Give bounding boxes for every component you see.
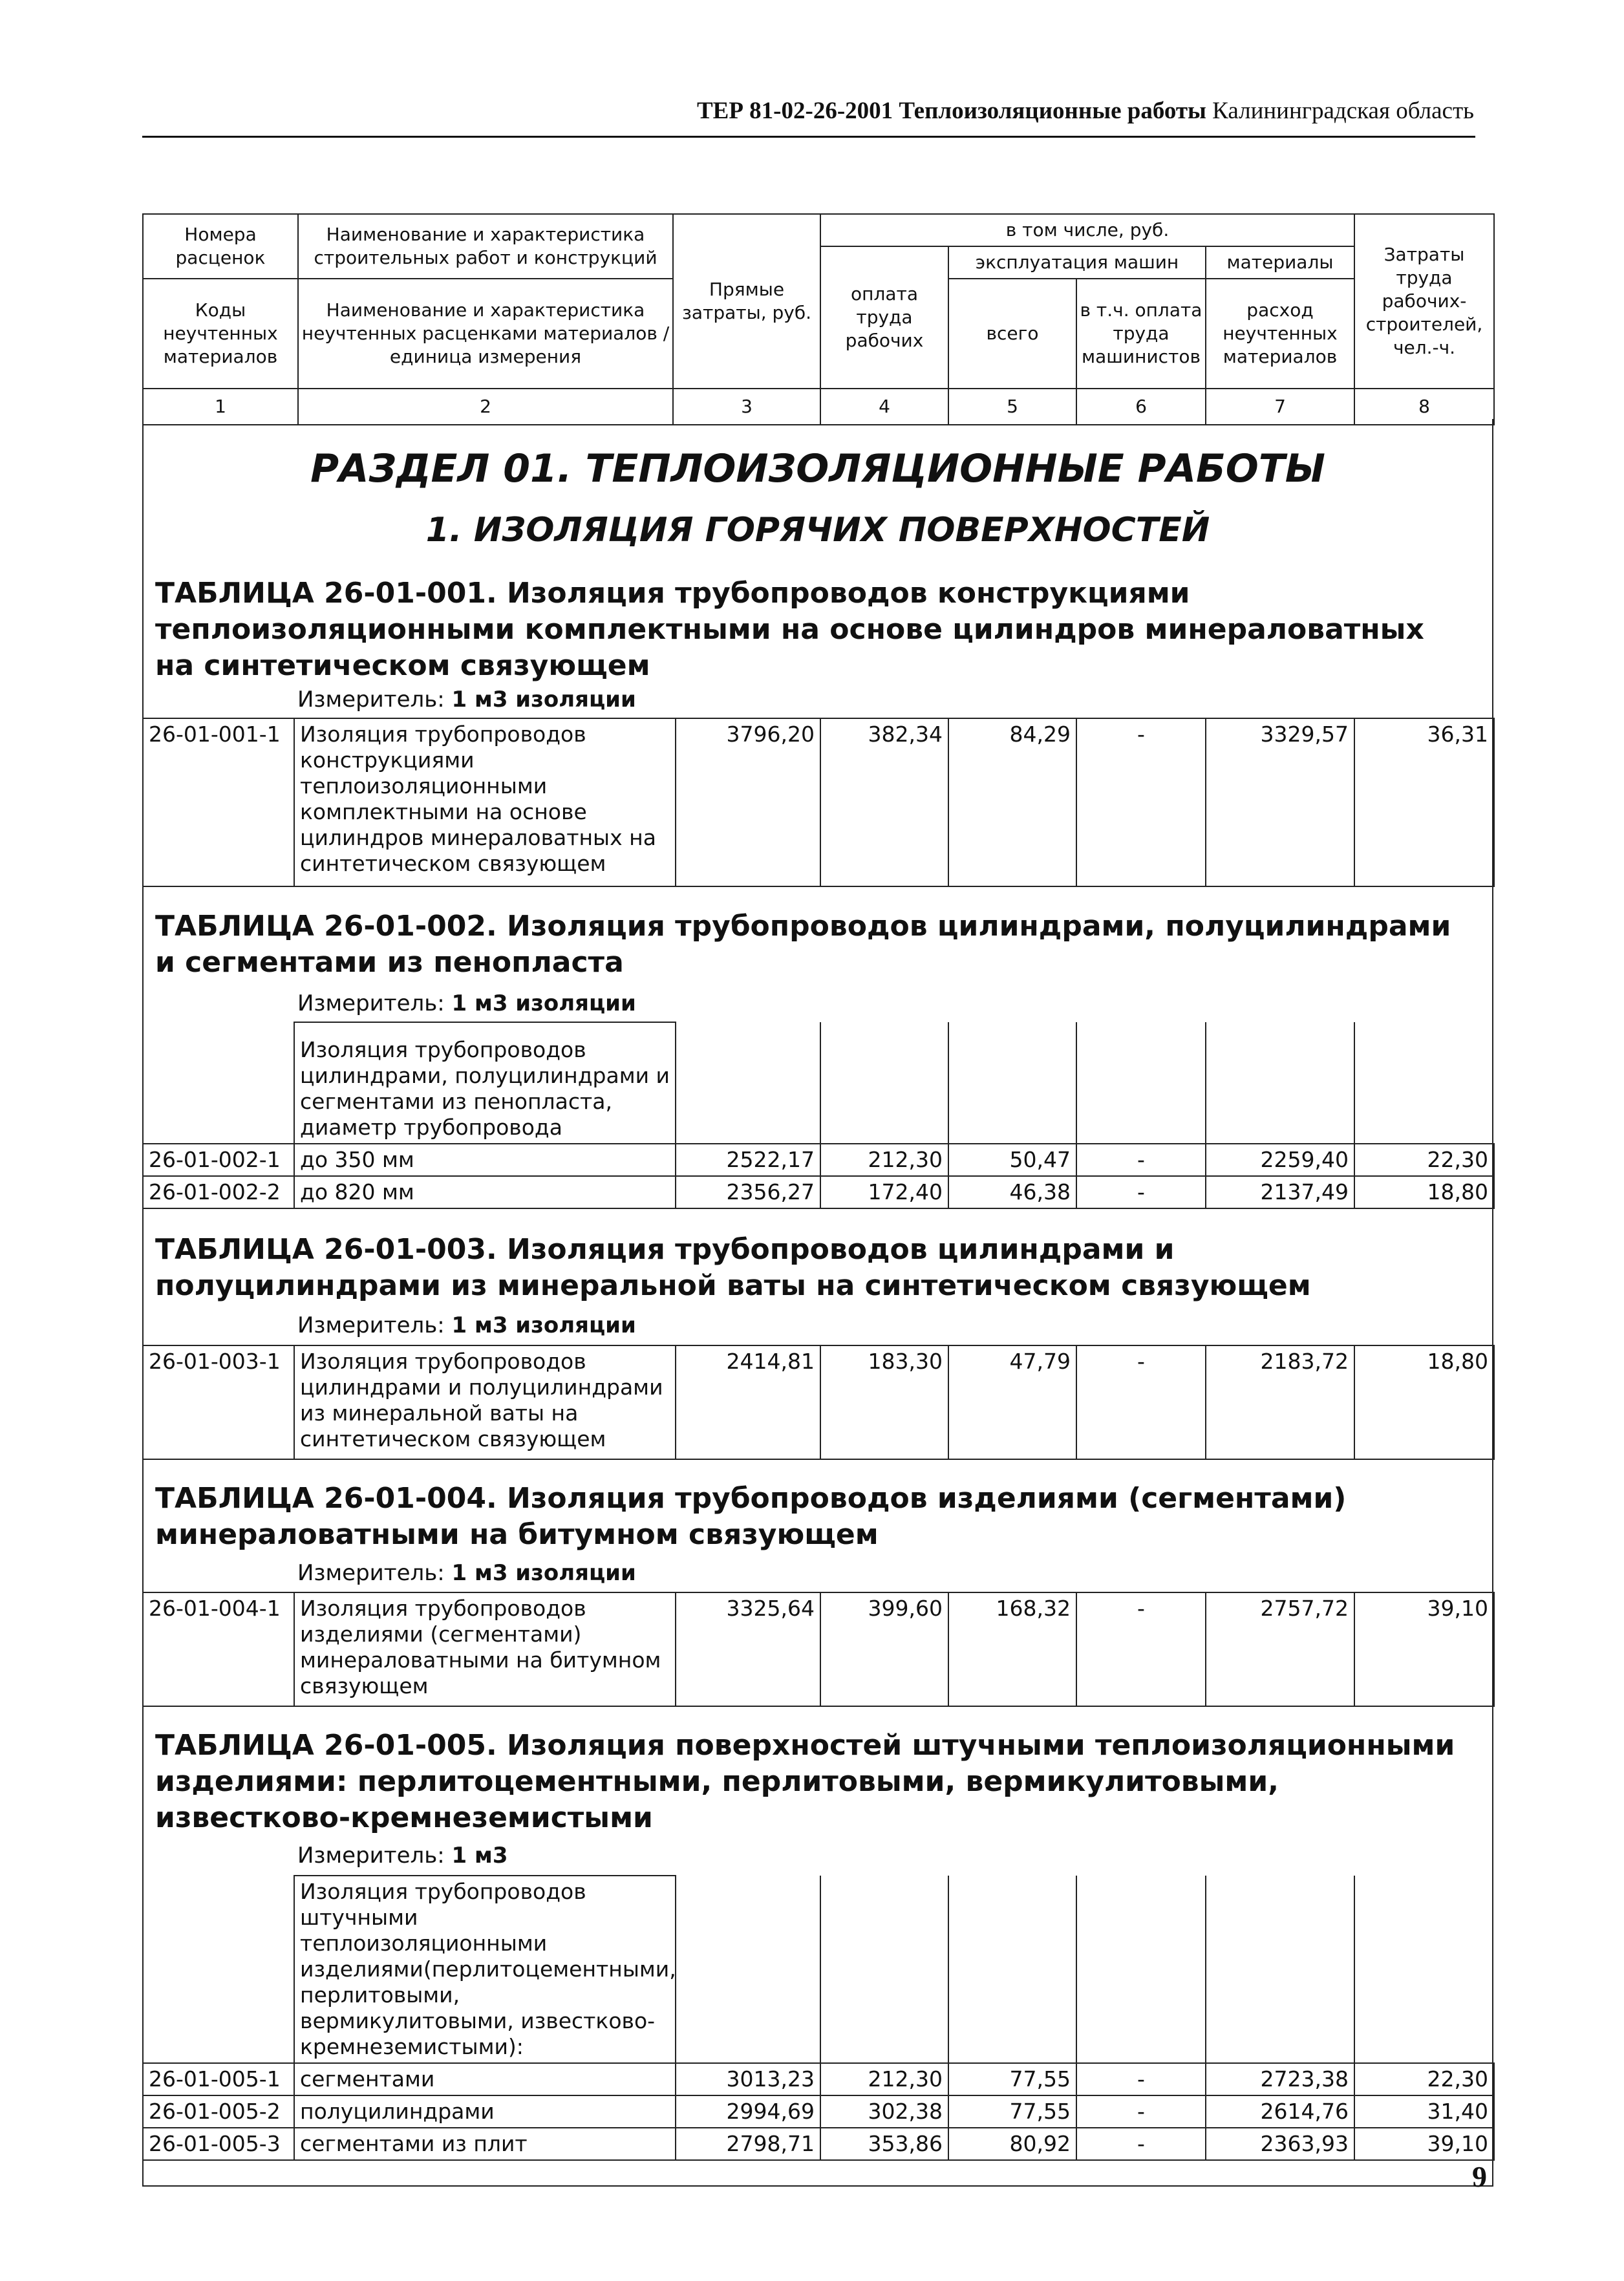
rate-name: до 820 мм (294, 1176, 676, 1208)
direct-costs: 2414,81 (676, 1345, 820, 1459)
header-rule (142, 136, 1475, 138)
operator-wages: - (1076, 1176, 1206, 1208)
measure-value: 1 м3 (451, 1843, 508, 1869)
rate-code: 26-01-002-2 (143, 1176, 294, 1208)
table-row (143, 2095, 1494, 2128)
labor-hours: 18,80 (1354, 1345, 1494, 1459)
rate-name: сегментами (294, 2063, 676, 2095)
worker-wages: 302,38 (820, 2095, 948, 2128)
table-row (143, 1144, 1494, 1176)
materials-header: материалы (1206, 246, 1354, 279)
col-number: 4 (820, 389, 948, 425)
labor-hours: 39,10 (1354, 2128, 1494, 2160)
table-row (143, 1176, 1494, 1208)
rate-table (142, 1592, 1495, 1707)
column-header-table (142, 213, 1495, 425)
rate-name: Изоляция трубопроводов конструкциями теплоизоляционными комплектными на основе цилиндров минераловатных на синтетическом связующем (294, 718, 676, 886)
measure-value: 1 м3 изоляции (451, 991, 636, 1016)
measure-label: Измеритель: (297, 1312, 445, 1338)
operator-wages: - (1076, 1144, 1206, 1176)
col-number: 2 (298, 389, 673, 425)
rate-code: 26-01-004-1 (143, 1592, 294, 1706)
rate-code: 26-01-003-1 (143, 1345, 294, 1459)
direct-costs: 3796,20 (676, 718, 820, 886)
table-row (143, 2063, 1494, 2095)
rate-name: Изоляция трубопроводов цилиндрами и полуцилиндрами из минеральной ваты на синтетическом связующем (294, 1345, 676, 1459)
col-2-bottom: Наименование и характеристика неучтенных расценками материалов / единица измерения (298, 279, 673, 389)
col-2-top: Наименование и характеристика строительных работ и конструкций (298, 214, 673, 279)
materials-cost: 2137,49 (1206, 1176, 1354, 1208)
col-number: 7 (1206, 389, 1354, 425)
rate-name: до 350 мм (294, 1144, 676, 1176)
measure-line (297, 991, 636, 1016)
intro-text: Изоляция трубопроводов штучными теплоизоляционными изделиями(перлитоцементными, перлитовыми, вермикулитовыми, известково-кремнеземистыми): (294, 1876, 676, 2063)
col-3-header: Прямые затраты, руб. (673, 214, 820, 389)
rate-code: 26-01-005-2 (143, 2095, 294, 2128)
table-title: ТАБЛИЦА 26-01-005. Изоляция поверхностей штучными теплоизоляционными изделиями: перлитоцементными, перлитовыми, вермикулитовыми, известково-кремнеземистыми (155, 1729, 1455, 1834)
region-name: Калининградская область (1212, 98, 1474, 124)
materials-cost: 3329,57 (1206, 718, 1354, 886)
machines-header: эксплуатация машин (948, 246, 1206, 279)
table-row (143, 718, 1494, 886)
measure-line (297, 1312, 636, 1338)
materials-cost: 2757,72 (1206, 1592, 1354, 1706)
operator-wages: - (1076, 718, 1206, 886)
rate-name: полуцилиндрами (294, 2095, 676, 2128)
rate-table (142, 1875, 1495, 2161)
labor-hours: 22,30 (1354, 2063, 1494, 2095)
col-4-header: оплата труда рабочих (820, 246, 948, 389)
intro-text: Изоляция трубопроводов цилиндрами, полуцилиндрами и сегментами из пенопласта, диаметр трубопровода (294, 1022, 676, 1144)
labor-hours: 36,31 (1354, 718, 1494, 886)
materials-cost: 2259,40 (1206, 1144, 1354, 1176)
col-8-header: Затраты труда рабочих-строителей, чел.-ч. (1354, 214, 1494, 389)
machine-total: 168,32 (948, 1592, 1076, 1706)
worker-wages: 353,86 (820, 2128, 948, 2160)
operator-wages: - (1076, 1345, 1206, 1459)
col-number: 3 (673, 389, 820, 425)
rate-name: сегментами из плит (294, 2128, 676, 2160)
materials-cost: 2723,38 (1206, 2063, 1354, 2095)
measure-label: Измеритель: (297, 1843, 445, 1869)
col-1-bottom: Коды неучтенных материалов (143, 279, 298, 389)
intro-row (143, 1022, 1494, 1144)
table-title: ТАБЛИЦА 26-01-003. Изоляция трубопроводов цилиндрами и полуцилиндрами из минеральной ваты на синтетическом связующем (155, 1233, 1311, 1302)
direct-costs: 2522,17 (676, 1144, 820, 1176)
col-number: 5 (948, 389, 1076, 425)
rate-code: 26-01-001-1 (143, 718, 294, 886)
measure-label: Измеритель: (297, 687, 445, 712)
machine-total: 84,29 (948, 718, 1076, 886)
operator-wages: - (1076, 1592, 1206, 1706)
labor-hours: 18,80 (1354, 1176, 1494, 1208)
direct-costs: 2994,69 (676, 2095, 820, 2128)
document-title: ТЕР 81-02-26-2001 Теплоизоляционные работы (696, 98, 1206, 124)
measure-label: Измеритель: (297, 1560, 445, 1586)
machine-total: 47,79 (948, 1345, 1076, 1459)
worker-wages: 172,40 (820, 1176, 948, 1208)
measure-line (297, 1843, 508, 1869)
table-title: ТАБЛИЦА 26-01-001. Изоляция трубопроводов конструкциями теплоизоляционными комплектными на основе цилиндров минераловатных на синтетическом связующем (155, 577, 1424, 682)
materials-cost: 2363,93 (1206, 2128, 1354, 2160)
worker-wages: 382,34 (820, 718, 948, 886)
table-title: ТАБЛИЦА 26-01-002. Изоляция трубопроводов цилиндрами, полуцилиндрами и сегментами из пенопласта (155, 910, 1451, 979)
worker-wages: 399,60 (820, 1592, 948, 1706)
materials-cost: 2183,72 (1206, 1345, 1354, 1459)
labor-hours: 31,40 (1354, 2095, 1494, 2128)
rate-table (142, 1345, 1495, 1460)
col-number: 6 (1076, 389, 1206, 425)
direct-costs: 2798,71 (676, 2128, 820, 2160)
labor-hours: 39,10 (1354, 1592, 1494, 1706)
direct-costs: 3013,23 (676, 2063, 820, 2095)
measure-value: 1 м3 изоляции (451, 1560, 636, 1586)
worker-wages: 212,30 (820, 1144, 948, 1176)
measure-line (297, 687, 636, 712)
measure-line (297, 1560, 636, 1586)
table-title: ТАБЛИЦА 26-01-004. Изоляция трубопроводов изделиями (сегментами) минераловатными на битумном связующем (155, 1482, 1347, 1551)
section-title: РАЗДЕЛ 01. ТЕПЛОИЗОЛЯЦИОННЫЕ РАБОТЫ (310, 446, 1325, 491)
measure-value: 1 м3 изоляции (451, 687, 636, 712)
included-header: в том числе, руб. (820, 214, 1354, 246)
labor-hours: 22,30 (1354, 1144, 1494, 1176)
col-5-header: всего (948, 279, 1076, 389)
rate-code: 26-01-002-1 (143, 1144, 294, 1176)
operator-wages: - (1076, 2063, 1206, 2095)
page-number: 9 (1472, 2160, 1487, 2193)
col-number: 1 (143, 389, 298, 425)
machine-total: 77,55 (948, 2063, 1076, 2095)
direct-costs: 2356,27 (676, 1176, 820, 1208)
rate-table (142, 1022, 1495, 1209)
intro-row (143, 1876, 1494, 2063)
rate-code: 26-01-005-1 (143, 2063, 294, 2095)
worker-wages: 183,30 (820, 1345, 948, 1459)
machine-total: 77,55 (948, 2095, 1076, 2128)
rate-table (142, 718, 1495, 887)
measure-label: Измеритель: (297, 991, 445, 1016)
table-row (143, 1592, 1494, 1706)
col-7-header: расход неучтенных материалов (1206, 279, 1354, 389)
measure-value: 1 м3 изоляции (451, 1312, 636, 1338)
machine-total: 50,47 (948, 1144, 1076, 1176)
col-number: 8 (1354, 389, 1494, 425)
direct-costs: 3325,64 (676, 1592, 820, 1706)
rate-name: Изоляция трубопроводов изделиями (сегментами) минераловатными на битумном связующем (294, 1592, 676, 1706)
table-row (143, 1345, 1494, 1459)
operator-wages: - (1076, 2128, 1206, 2160)
materials-cost: 2614,76 (1206, 2095, 1354, 2128)
table-row (143, 2128, 1494, 2160)
rate-code: 26-01-005-3 (143, 2128, 294, 2160)
operator-wages: - (1076, 2095, 1206, 2128)
running-header (142, 97, 1474, 125)
col-1-top: Номера расценок (143, 214, 298, 279)
col-6-header: в т.ч. оплата труда машинистов (1076, 279, 1206, 389)
subsection-title: 1. ИЗОЛЯЦИЯ ГОРЯЧИХ ПОВЕРХНОСТЕЙ (425, 511, 1210, 550)
machine-total: 46,38 (948, 1176, 1076, 1208)
machine-total: 80,92 (948, 2128, 1076, 2160)
worker-wages: 212,30 (820, 2063, 948, 2095)
